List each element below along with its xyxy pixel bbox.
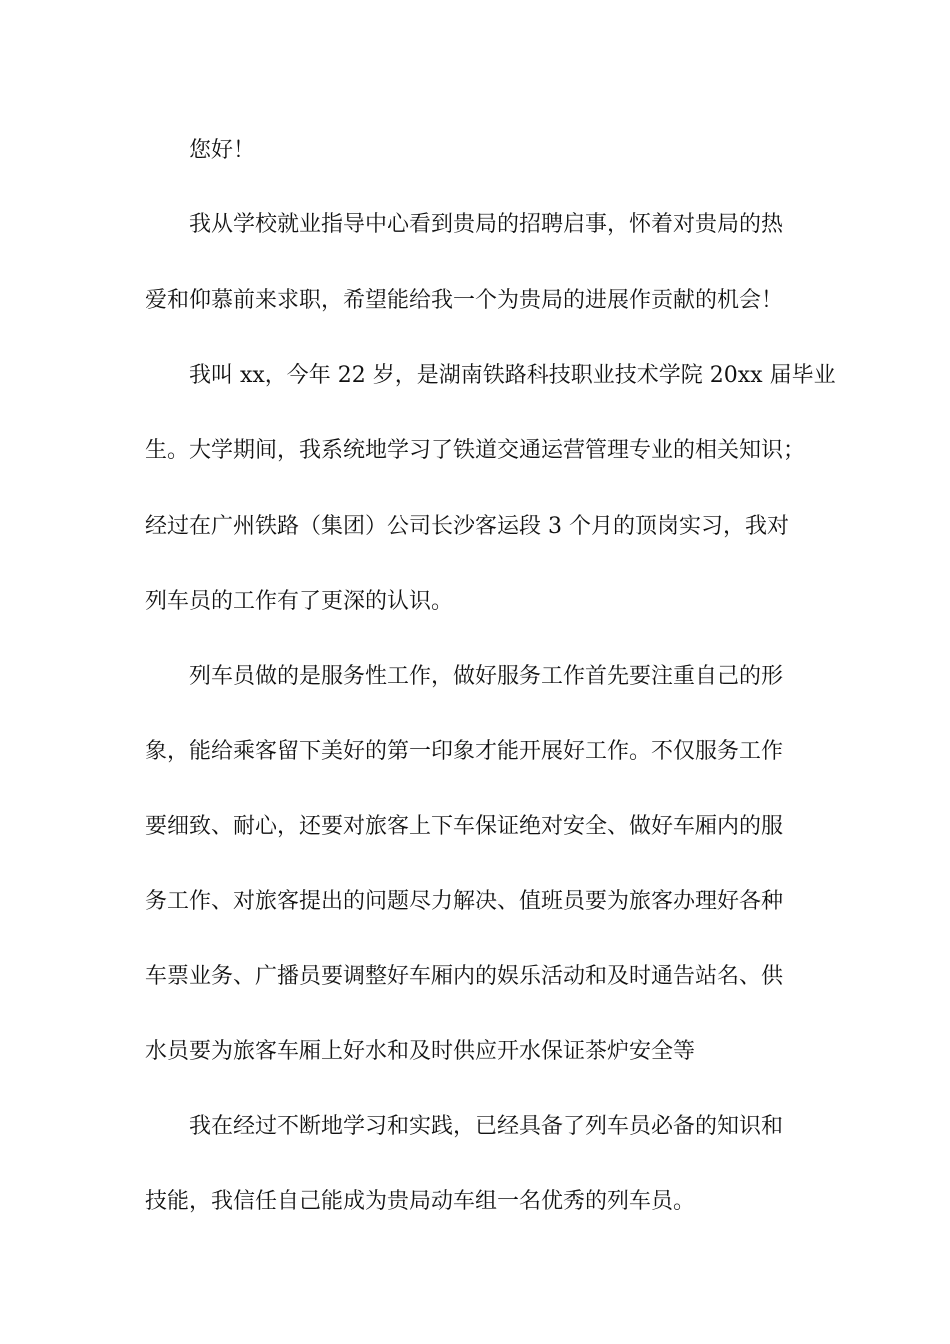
paragraph-3-line-6: 水员要为旅客车厢上好水和及时供应开水保证茶炉安全等: [145, 1039, 696, 1064]
paragraph-3-line-3: 要细致、耐心，还要对旅客上下车保证绝对安全、做好车厢内的服: [145, 814, 784, 839]
paragraph-1-line-2: 爱和仰慕前来求职，希望能给我一个为贵局的进展作贡献的机会！: [145, 288, 784, 313]
greeting-line: 您好！: [189, 138, 256, 163]
paragraph-3-line-1: 列车员做的是服务性工作，做好服务工作首先要注重自己的形: [189, 664, 784, 689]
paragraph-2-line-1: 我叫 xx，今年 22 岁，是湖南铁路科技职业技术学院 20xx 届毕业: [189, 363, 836, 388]
paragraph-2-line-2: 生。大学期间，我系统地学习了铁道交通运营管理专业的相关知识；: [145, 438, 806, 463]
paragraph-4-line-2: 技能，我信任自己能成为贵局动车组一名优秀的列车员。: [145, 1189, 696, 1214]
paragraph-2-line-3: 经过在广州铁路（集团）公司长沙客运段 3 个月的顶岗实习，我对: [145, 514, 789, 539]
paragraph-2-line-4: 列车员的工作有了更深的认识。: [145, 589, 454, 614]
paragraph-1-line-1: 我从学校就业指导中心看到贵局的招聘启事，怀着对贵局的热: [189, 212, 784, 237]
paragraph-3-line-5: 车票业务、广播员要调整好车厢内的娱乐活动和及时通告站名、供: [145, 964, 784, 989]
paragraph-3-line-4: 务工作、对旅客提出的问题尽力解决、值班员要为旅客办理好各种: [145, 889, 784, 914]
paragraph-3-line-2: 象，能给乘客留下美好的第一印象才能开展好工作。不仅服务工作: [145, 739, 784, 764]
paragraph-4-line-1: 我在经过不断地学习和实践，已经具备了列车员必备的知识和: [189, 1114, 784, 1139]
